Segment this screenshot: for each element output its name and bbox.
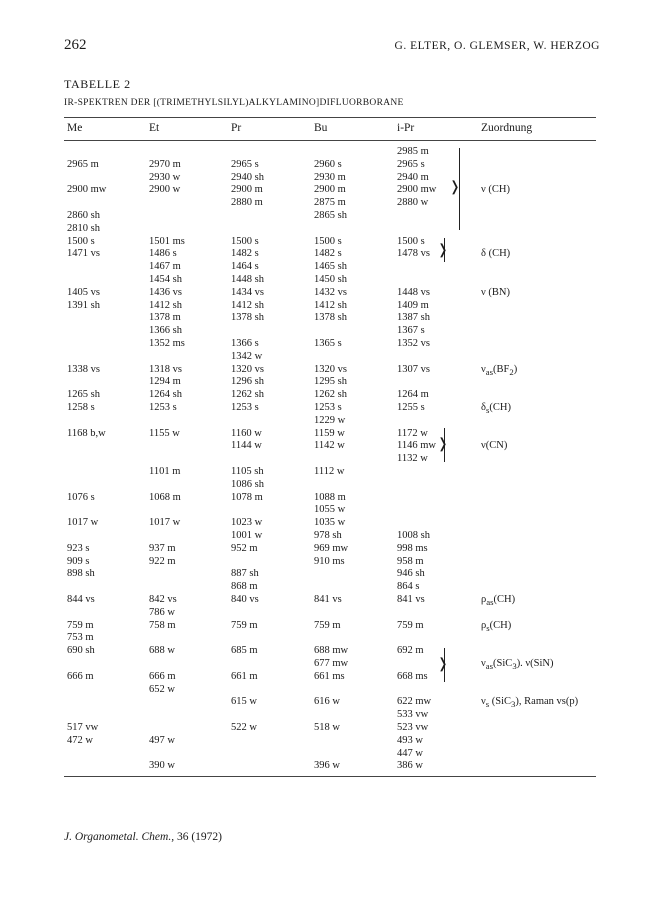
table-cell-bu: 1253 s <box>314 402 342 413</box>
table-cell-pr: 1105 sh <box>231 466 264 477</box>
table-cell-bu: 396 w <box>314 760 340 772</box>
page-number: 262 <box>64 37 87 53</box>
table-cell-me: 1338 vs <box>67 363 100 375</box>
table-cell-ipr: 1409 m <box>397 299 429 311</box>
table-cell-bu: 1035 w <box>314 517 346 529</box>
table-cell-et: 1101 m <box>149 466 181 477</box>
table-cell-me: 1405 vs <box>67 286 100 298</box>
table-cell-et: 1467 m <box>149 261 181 273</box>
table-cell-pr: 1078 m <box>231 491 263 503</box>
table-cell-pr: 685 m <box>231 645 258 657</box>
table-cell-bu: 1320 vs <box>314 363 347 375</box>
table-cell-bu: 759 m <box>314 619 341 631</box>
table-cell-ipr: 1172 w <box>397 427 428 439</box>
table-cell-ipr: 622 mw <box>397 696 432 708</box>
table-cell-bu: 1229 w <box>314 414 346 426</box>
table-cell-et: 1017 w <box>149 517 181 529</box>
table-cell-ipr: 668 ms <box>397 670 428 682</box>
table-cell-bu: 1295 sh <box>314 376 347 388</box>
table-cell-ipr: 2940 m <box>397 171 429 183</box>
table-cell-et: 1294 m <box>149 376 181 388</box>
table-cell-et: 786 w <box>149 606 175 618</box>
table-cell-me: 923 s <box>67 542 90 554</box>
table-cell-ipr: 692 m <box>397 645 424 657</box>
table-cell-et: 497 w <box>149 734 175 746</box>
table-cell-ipr: 2985 m <box>397 146 429 157</box>
table-cell-ipr: 864 s <box>397 581 420 593</box>
table-cell-et: 652 w <box>149 683 175 695</box>
table-cell-me: 517 vw <box>67 722 99 733</box>
table-cell-ipr: 946 sh <box>397 568 425 580</box>
table-cell-pr: 1434 vs <box>231 286 264 298</box>
table-cell-et: 1412 sh <box>149 299 182 311</box>
table-cell-me: 1258 s <box>67 402 95 413</box>
table-cell-pr: 2965 s <box>231 158 259 170</box>
table-cell-ipr: 1352 vs <box>397 338 430 349</box>
table-cell-me: 844 vs <box>67 594 95 605</box>
table-cell-pr: 2880 m <box>231 197 263 209</box>
table-cell-ipr: 1264 m <box>397 389 429 401</box>
table-cell-ipr: 1008 sh <box>397 530 430 541</box>
table-cell-me: 472 w <box>67 734 93 746</box>
table-cell-pr: 868 m <box>231 581 258 593</box>
table-cell-et: 1352 ms <box>149 338 185 349</box>
table-cell-bu: 1262 sh <box>314 389 347 401</box>
column-header-ipr: i-Pr <box>397 122 415 134</box>
table-cell-pr: 1262 sh <box>231 389 264 401</box>
table-cell-et: 1378 m <box>149 312 181 324</box>
table-cell-bu: 2865 sh <box>314 210 347 221</box>
table-cell-bu: 1365 s <box>314 338 342 349</box>
table-cell-bu: 1482 s <box>314 248 342 260</box>
table-cell-me: 666 m <box>67 670 94 682</box>
table-cell-ipr: 958 m <box>397 555 424 567</box>
table-cell-bu: 1088 m <box>314 491 346 503</box>
table-cell-ipr: 1307 vs <box>397 363 430 375</box>
table-cell-bu: 910 ms <box>314 555 345 567</box>
table-cell-bu: 677 mw <box>314 658 349 669</box>
table-cell-pr: 1001 w <box>231 530 263 541</box>
assignment-label: ν (CH) <box>481 184 510 196</box>
table-cell-ipr: 523 vw <box>397 722 429 733</box>
table-cell-me: 1017 w <box>67 517 99 529</box>
column-header-zuordnung: Zuordnung <box>481 122 533 134</box>
table-cell-et: 922 m <box>149 555 176 567</box>
table-cell-pr: 1378 sh <box>231 312 264 324</box>
table-cell-ipr: 1146 mw <box>397 440 436 452</box>
table-cell-pr: 1320 vs <box>231 363 264 375</box>
table-cell-ipr: 493 w <box>397 734 423 746</box>
table-cell-pr: 522 w <box>231 722 257 733</box>
table-cell-et: 1155 w <box>149 427 180 439</box>
table-cell-me: 898 sh <box>67 568 95 580</box>
assignment-label: δ (CH) <box>481 248 511 260</box>
table-cell-bu: 841 vs <box>314 594 342 605</box>
table-cell-pr: 1342 w <box>231 350 263 362</box>
table-cell-et: 1264 sh <box>149 389 182 401</box>
footer-journal: J. Organometal. Chem., <box>64 831 175 843</box>
table-cell-et: 1366 sh <box>149 325 182 337</box>
table-cell-et: 1253 s <box>149 402 177 413</box>
table-cell-pr: 1144 w <box>231 440 262 452</box>
table-cell-pr: 1464 s <box>231 261 259 273</box>
table-cell-ipr: 1387 sh <box>397 312 430 324</box>
table-cell-bu: 978 sh <box>314 530 342 541</box>
table-cell-ipr: 386 w <box>397 760 423 772</box>
table-cell-ipr: 1132 w <box>397 453 428 465</box>
table-cell-bu: 1112 w <box>314 466 345 477</box>
table-cell-ipr: 998 ms <box>397 542 428 554</box>
table-cell-me: 759 m <box>67 619 94 631</box>
table-label: TABELLE 2 <box>64 77 131 91</box>
table-cell-bu: 1450 sh <box>314 274 347 285</box>
table-cell-bu: 1412 sh <box>314 299 347 311</box>
table-cell-ipr: 2965 s <box>397 158 425 170</box>
column-header-pr: Pr <box>231 122 242 134</box>
table-cell-ipr: 759 m <box>397 619 424 631</box>
table-cell-bu: 1055 w <box>314 504 346 516</box>
table-cell-et: 1501 ms <box>149 235 185 247</box>
assignment-label: ν(CN) <box>481 440 508 452</box>
table-cell-me: 2900 mw <box>67 184 107 196</box>
table-cell-bu: 661 ms <box>314 670 345 682</box>
table-cell-et: 666 m <box>149 670 176 682</box>
table-cell-et: 1486 s <box>149 248 177 260</box>
table-header-rule <box>64 140 596 141</box>
table-cell-et: 1436 vs <box>149 286 182 298</box>
table-cell-pr: 1160 w <box>231 427 262 439</box>
assignment-label: $\rho_s(CH)$ <box>481 619 512 633</box>
table-cell-bu: 1142 w <box>314 440 345 452</box>
table-cell-bu: 1432 vs <box>314 286 347 298</box>
table-cell-pr: 2900 m <box>231 184 263 196</box>
table-cell-et: 937 m <box>149 542 176 554</box>
table-cell-et: 2900 w <box>149 184 181 196</box>
table-cell-ipr: 1448 vs <box>397 286 430 298</box>
table-cell-bu: 2930 m <box>314 171 346 183</box>
table-cell-et: 842 vs <box>149 594 177 605</box>
table-cell-me: 1500 s <box>67 235 95 247</box>
table-cell-et: 2930 w <box>149 171 181 183</box>
table-cell-bu: 1465 sh <box>314 261 347 273</box>
assignment-label: $\nu_{as}(BF_2)$ <box>481 363 518 377</box>
table-cell-me: 1076 s <box>67 491 95 503</box>
table-cell-me: 753 m <box>67 632 94 644</box>
table-top-rule <box>64 117 596 118</box>
table-cell-me: 2810 sh <box>67 222 100 234</box>
table-cell-me: 909 s <box>67 555 90 567</box>
table-cell-ipr: 1500 s <box>397 235 425 247</box>
footer-reference: 36 (1972) <box>176 831 223 843</box>
table-cell-bu: 2875 m <box>314 197 346 209</box>
table-cell-pr: 1086 sh <box>231 478 264 490</box>
assignment-label: $\rho_{as}(CH)$ <box>481 594 516 608</box>
column-header-bu: Bu <box>314 122 328 134</box>
table-title: IR-SPEKTREN DER [(TRIMETHYLSILYL)ALKYLAMINO]DIFLUORBORANE <box>64 98 404 108</box>
table-cell-pr: 1023 w <box>231 517 263 529</box>
table-cell-bu: 1378 sh <box>314 312 347 324</box>
table-bottom-rule <box>64 776 596 777</box>
table-cell-pr: 1412 sh <box>231 299 264 311</box>
table-cell-me: 2860 sh <box>67 210 100 221</box>
table-cell-bu: 2900 m <box>314 184 346 196</box>
table-cell-ipr: 841 vs <box>397 594 425 605</box>
table-cell-bu: 1500 s <box>314 235 342 247</box>
table-cell-me: 1471 vs <box>67 248 100 260</box>
column-header-et: Et <box>149 122 160 134</box>
assignment-label: $\nu_s$ (SiC$_3$), Raman vs(p) <box>481 696 579 710</box>
table-cell-pr: 2940 sh <box>231 171 264 183</box>
table-cell-pr: 1296 sh <box>231 376 264 388</box>
table-cell-me: 1168 b,w <box>67 427 106 439</box>
table-cell-me: 1265 sh <box>67 389 100 401</box>
table-cell-et: 1318 vs <box>149 363 182 375</box>
table-cell-bu: 688 mw <box>314 645 349 657</box>
assignment-label: $\nu_{as}(SiC_3)$. ν(SiN) <box>481 658 554 672</box>
table-cell-ipr: 1367 s <box>397 325 425 337</box>
footer-citation <box>64 831 222 843</box>
table-cell-et: 2970 m <box>149 158 181 170</box>
table-cell-bu: 518 w <box>314 722 340 733</box>
table-cell-pr: 952 m <box>231 542 258 554</box>
table-cell-et: 758 m <box>149 619 176 631</box>
table-cell-me: 690 sh <box>67 645 95 657</box>
table-cell-ipr: 2880 w <box>397 197 429 209</box>
table-cell-ipr: 1478 vs <box>397 248 430 260</box>
table-cell-me: 1391 sh <box>67 299 100 311</box>
table-cell-pr: 887 sh <box>231 568 259 580</box>
table-cell-ipr: 447 w <box>397 747 423 759</box>
table-cell-pr: 1448 sh <box>231 274 264 285</box>
assignment-label: ν (BN) <box>481 286 510 298</box>
table-cell-me: 2965 m <box>67 158 99 170</box>
table-cell-ipr: 533 vw <box>397 709 429 721</box>
table-cell-pr: 615 w <box>231 696 257 708</box>
table-cell-pr: 661 m <box>231 670 258 682</box>
table-cell-bu: 1159 w <box>314 427 345 439</box>
column-header-me: Me <box>67 122 83 134</box>
table-cell-et: 1454 sh <box>149 274 182 285</box>
table-cell-bu: 969 mw <box>314 542 349 554</box>
table-cell-bu: 616 w <box>314 696 340 708</box>
table-cell-pr: 759 m <box>231 619 258 631</box>
table-cell-pr: 1500 s <box>231 235 259 247</box>
table-cell-ipr: 2900 mw <box>397 184 437 196</box>
table-cell-bu: 2960 s <box>314 158 342 170</box>
table-cell-et: 688 w <box>149 645 175 657</box>
table-cell-pr: 840 vs <box>231 594 259 605</box>
assignment-label: $\delta_s(CH)$ <box>481 402 511 416</box>
table-cell-et: 390 w <box>149 760 175 772</box>
table-cell-pr: 1366 s <box>231 338 259 349</box>
table-cell-pr: 1482 s <box>231 248 259 260</box>
table-cell-ipr: 1255 s <box>397 402 425 413</box>
running-header: G. ELTER, O. GLEMSER, W. HERZOG <box>394 40 600 52</box>
table-cell-pr: 1253 s <box>231 402 259 413</box>
table-cell-et: 1068 m <box>149 491 181 503</box>
